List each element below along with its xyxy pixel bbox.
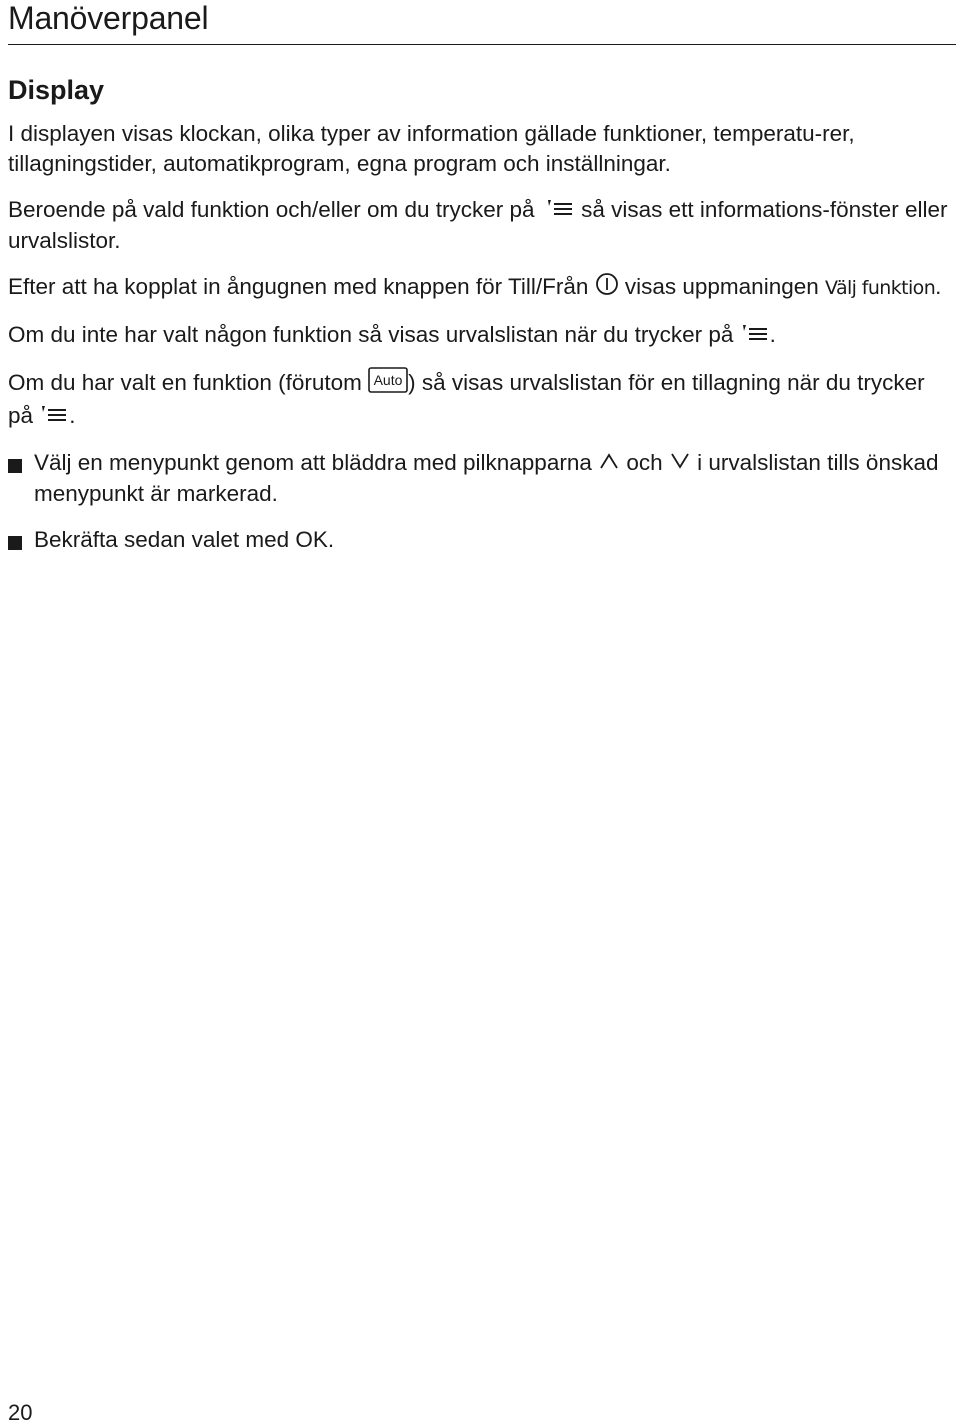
text-segment: i urvalslistan tills önskad menypunkt är markerad. [34, 450, 939, 507]
body-text [8, 119, 953, 571]
text-segment: ) så visas urvalslistan för en tillagning när du trycker på [8, 370, 925, 429]
text-segment: Om du inte har valt någon funktion så visas urvalslistan när du trycker på [8, 322, 740, 348]
power-icon [595, 272, 619, 304]
paragraph-function-selected [8, 367, 953, 432]
text-segment: . [69, 403, 76, 429]
paragraph-intro: I displayen visas klockan, olika typer av information gällade funktioner, temperatu-rer, tillagningstider, automatikprogram, egna program och inställningar. [8, 121, 855, 176]
arrow-up-icon [598, 449, 620, 479]
paragraph-power-on [8, 272, 953, 304]
section-heading: Display [8, 75, 105, 105]
text-segment: Om du har valt en funktion (förutom [8, 370, 369, 396]
text-segment: Välj en menypunkt genom att bläddra med pilknapparna [34, 450, 599, 476]
display-text: Välj funktion [825, 277, 936, 300]
bullet-square-icon [8, 459, 22, 473]
paragraph-no-function [8, 320, 953, 351]
text-segment: Beroende på vald funktion och/eller om du trycker på [8, 197, 541, 222]
bullet-item [8, 525, 953, 555]
paragraph-info-window [8, 195, 953, 256]
menu-key-icon [39, 402, 69, 432]
title-rule [8, 44, 956, 45]
menu-key-icon [541, 196, 575, 226]
text-segment: . [935, 274, 942, 300]
auto-key-label: Auto [373, 372, 403, 389]
text-segment: så visas ett informations-fönster eller urvalslistor. [8, 197, 948, 254]
bullet-square-icon [8, 536, 22, 550]
text-segment: Efter att ha kopplat in ångugnen med knappen för Till/Från [8, 274, 595, 300]
menu-key-icon [740, 321, 770, 351]
arrow-down-icon [669, 449, 691, 479]
page-number: 20 [8, 1400, 33, 1425]
bullet-item [8, 448, 953, 509]
text-segment: Bekräfta sedan valet med OK. [34, 527, 335, 553]
auto-key-icon [368, 367, 408, 401]
text-segment: och [620, 450, 669, 476]
page-title: Manöverpanel [8, 0, 209, 36]
text-segment: visas uppmaningen [618, 274, 826, 300]
text-segment: . [769, 322, 776, 348]
